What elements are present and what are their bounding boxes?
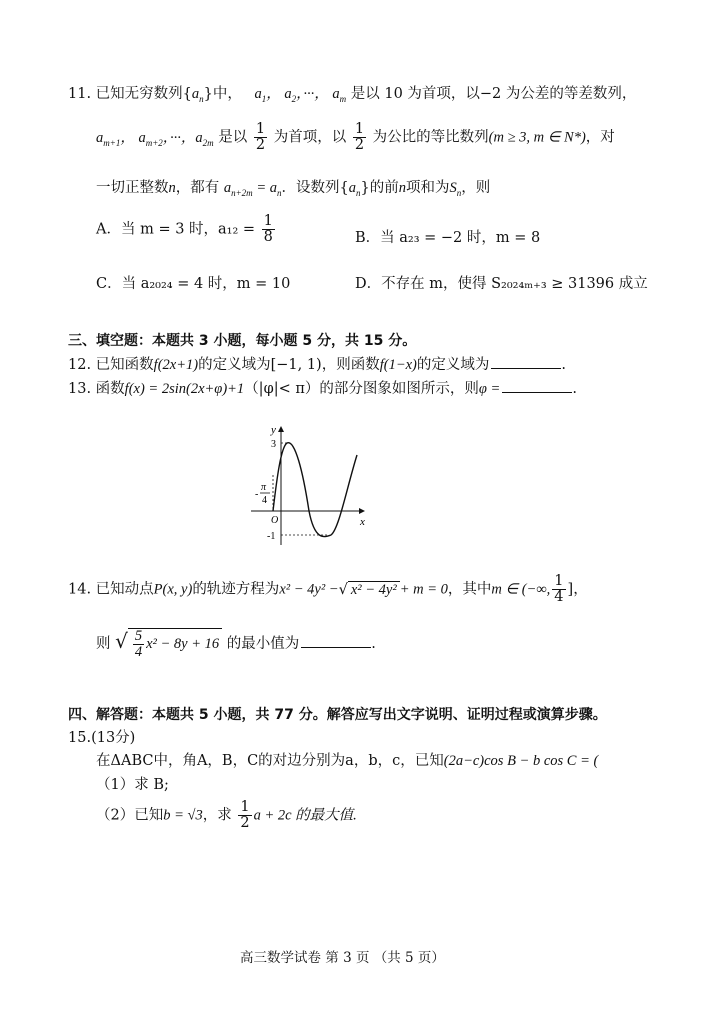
q14-line2: 则 √ $\frac{5}{4}$ x² − 8y + 16 的最小值为 . (96, 628, 376, 661)
q13: 13. 函数f(x) = 2sin(2x+φ)+1（|φ|< π）的部分图象如图所示，则φ = . (68, 381, 577, 397)
radical-2: √ $\frac{5}{4}$ x² − 8y + 16 (115, 628, 222, 660)
section3-title: 三、填空题：本题共 3 小题，每小题 5 分，共 15 分。 (68, 333, 417, 349)
q11-line2: $a_{m+1}$， $a_{m+2}$，···，$a_{2m}$ 是以 $\frac{1}{2}$ 为首项，以 $\frac{1}{2}$ 为公比的等比数列(m ≥ 3, m ∈ N*)，对 (96, 121, 615, 154)
q11-line3: 一切正整数n，都有 $a_{n+2m} = a_n$．设数列$\{a_n\}$的前n项和为$S_n$，则 (96, 180, 491, 198)
x-axis-arrow (359, 508, 365, 514)
q11-option-d: D．不存在 m，使得 S₂₀₂₄ₘ₊₃ ≥ 31396 成立 (355, 276, 648, 292)
q15-line1: 在ΔABC中，角A，B，C的对边分别为a，b，c，已知(2a−c)cos B − b cos C = ( (96, 753, 599, 769)
neg-sign: - (255, 489, 259, 500)
x-axis-label: x (360, 516, 365, 528)
y-axis-arrow (278, 426, 284, 432)
q15-part1: （1）求 B; (96, 777, 169, 793)
radical: √ x² − 4y² (339, 581, 400, 599)
q12-answer-blank (491, 356, 561, 369)
section4-title: 四、解答题：本题共 5 小题，共 77 分。解答应写出文字说明、证明过程或演算步骤。 (68, 707, 607, 723)
q11-text: 已知无穷数列{ (95, 86, 192, 102)
four-label: 4 (262, 495, 267, 506)
y-max-label: 3 (271, 439, 276, 450)
q14-line1: 14. 已知动点P(x, y)的轨迹方程为x² − 4y² −√ x² − 4y² + m = 0，其中m ∈ (−∞, $\frac{1}{4}$ ]， (68, 573, 588, 606)
origin-label: O (271, 515, 279, 526)
q13-answer-blank (502, 380, 572, 393)
q14-answer-blank (301, 635, 371, 648)
sine-curve (273, 443, 357, 537)
q15-part2: （2）已知b = √3，求 $\frac{1}{2}$ a + 2c 的最大值. (96, 799, 357, 832)
y-axis-label: y (271, 424, 276, 436)
q11-option-a: A．当 m = 3 时，a₁₂ = $\frac{1}{8}$ (96, 213, 273, 246)
q11-option-b: B．当 a₂₃ = −2 时，m = 8 (355, 230, 541, 246)
q11-number: 11. (68, 86, 92, 102)
q12: 12. 已知函数f(2x+1)的定义域为[−1, 1)，则函数f(1−x)的定义域为 . (68, 357, 566, 373)
q13-function-graph (243, 417, 373, 547)
q11-line1: 11. 已知无穷数列$\{a_n\}$中， $a_1$， $a_2$，···， $a_m$ 是以 10 为首项，以−2 为公差的等差数列， (68, 86, 637, 104)
pi-label: π (261, 482, 267, 493)
q15-header: 15.(13分) (68, 730, 136, 746)
page-footer: 高三数学试卷 第 3 页 （共 5 页） (240, 950, 445, 966)
q11-option-c: C．当 a₂₀₂₄ = 4 时，m = 10 (96, 276, 291, 292)
y-min-label: -1 (267, 531, 276, 542)
